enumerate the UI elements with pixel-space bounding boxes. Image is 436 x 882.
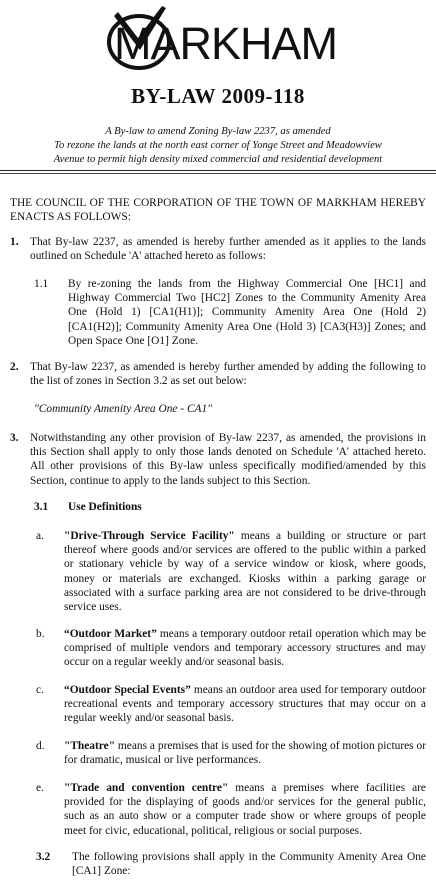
section-number: 3. (10, 432, 19, 444)
definition-text: means a temporary outdoor retail operation which may be comprised of multiple vendors and temporary accessory structures and may occur on a regular weekly and/or seasonal basis. (64, 628, 426, 669)
subtitle-line: A By-law to amend Zoning By-law 2237, as amended (105, 126, 331, 137)
zone-name-quote: "Community Amenity Area One - CA1" (34, 403, 212, 415)
definition-d (64, 739, 426, 767)
definition-term: "Trade and convention centre" (64, 782, 229, 794)
subsection-number: 1.1 (34, 278, 49, 290)
subsection-number: 3.1 (34, 501, 49, 513)
definition-text: means a premises that is used for the showing of motion pictures or for dramatic, musical or live performances. (64, 740, 426, 767)
definition-letter: d. (36, 740, 45, 752)
subsection-text: By re-zoning the lands from the Highway Commercial One [HC1] and Highway Commercial Two [HC2] Zones to the Community Amenity Area One (Hold 1) [CA1(H1)]; Community Amenity Area One (Hold 2) [CA1(H2)]; Community Amenity Area One (Hold 3) [CA3(H3)] Zones; and Open Space One [O1] Zone. (68, 278, 426, 347)
enacting-clause: THE COUNCIL OF THE CORPORATION OF THE TOWN OF MARKHAM HEREBY ENACTS AS FOLLOWS: (10, 197, 426, 224)
logo-wordmark: MARKHAM (114, 18, 338, 69)
bylaw-subtitle (30, 125, 406, 166)
subtitle-line: Avenue to permit high density mixed commercial and residential development (53, 153, 383, 165)
markham-logo (96, 4, 340, 76)
subtitle-line: To rezone the lands at the north east corner of Yonge Street and Meadowview (54, 139, 382, 151)
definition-text: means an outdoor area used for temporary outdoor recreational events and temporary accessory structures that may occur on a regular weekly and/or seasonal basis. (64, 684, 426, 725)
section-text: That By-law 2237, as amended is hereby further amended by adding the following to the list of zones in Section 3.2 as set out below: (30, 361, 426, 388)
section-number: 2. (10, 361, 19, 373)
definition-letter: a. (36, 530, 44, 542)
subsection-number: 3.2 (36, 851, 51, 863)
subsection-text: The following provisions shall apply in the Community Amenity Area One [CA1] Zone: (72, 851, 426, 878)
divider (0, 170, 436, 171)
section-number: 1. (10, 236, 19, 248)
definition-letter: b. (36, 628, 45, 640)
definition-a (64, 529, 426, 614)
divider (0, 173, 436, 174)
definition-b (64, 627, 426, 670)
definition-e (64, 781, 426, 838)
definition-term: "Theatre" (64, 740, 116, 752)
section-text: That By-law 2237, as amended is hereby further amended as it applies to the lands outlined on Schedule 'A' attached hereto as follows: (30, 236, 426, 263)
definition-text: means a premises where facilities are provided for the displaying of goods and/or services for the general public, such as an auto show or a computer trade show or where groups of people meet for civic, educational, political, religious or social purposes. (64, 782, 426, 837)
definition-c (64, 683, 426, 726)
definition-term: “Outdoor Special Events” (64, 684, 191, 696)
bylaw-title: BY-LAW 2009-118 (131, 84, 305, 108)
definition-term: "Drive-Through Service Facility" (64, 530, 235, 542)
definition-letter: e. (36, 782, 44, 794)
definition-term: “Outdoor Market” (64, 628, 157, 640)
section-text: Notwithstanding any other provision of By-law 2237, as amended, the provisions in this Section shall apply to only those lands denoted on Schedule 'A' attached hereto. All other provisions of this By-law unless specifically modified/amended by this Section, continue to apply to the lands subject to this Section. (30, 432, 426, 487)
subsection-title: Use Definitions (68, 501, 142, 513)
definition-letter: c. (36, 684, 44, 696)
definition-text: means a building or structure or part thereof where goods and/or services are offered to the public within a parked or stationary vehicle by way of a service window or kiosk, where goods, money or materials are exchanged. Kiosks within a parking garage or associated with a surface parking area are not considered to be drive-through service uses. (64, 530, 426, 614)
